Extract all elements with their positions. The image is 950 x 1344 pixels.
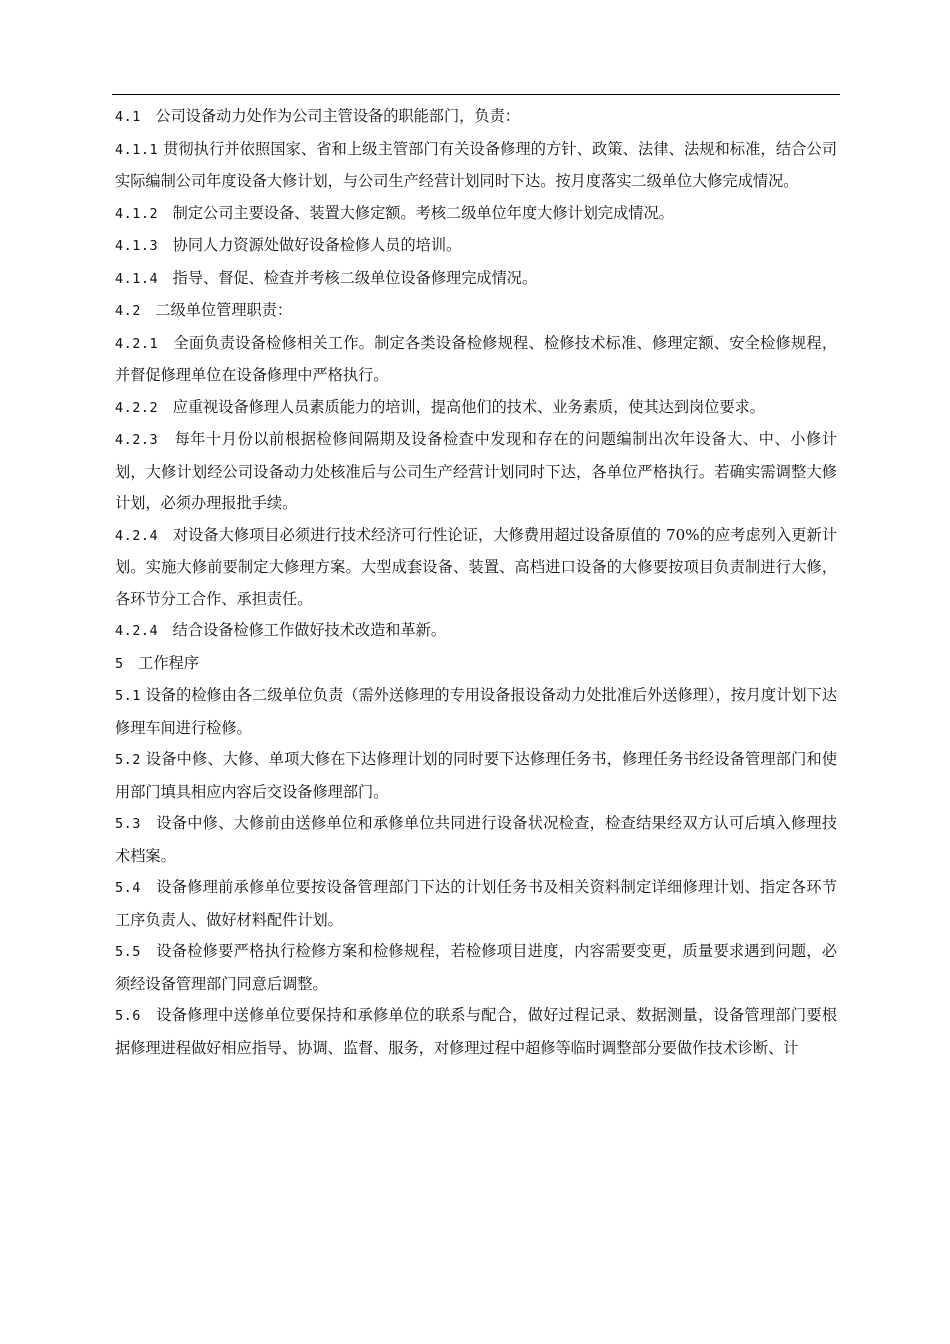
- clause-separator: [141, 107, 155, 125]
- paragraph-4-2-2: [115, 392, 837, 425]
- paragraph-4-2-4a: [115, 520, 837, 616]
- section-number: 5: [115, 655, 124, 672]
- clause-number: 4.2.1: [115, 335, 159, 352]
- paragraph-4-2-3: [115, 424, 837, 520]
- clause-separator: [158, 621, 172, 639]
- paragraph-4-2-1: [115, 328, 837, 392]
- clause-text: 全面负责设备检修相关工作。制定各类设备检修规程、检修技术标准、修理定额、安全检修规程，并督促修理单位在设备修理中严格执行。: [115, 333, 838, 384]
- clause-separator: [141, 814, 156, 832]
- clause-text: 设备的检修由各二级单位负责（需外送修理的专用设备报设备动力处批准后外送修理），按月度计划下达修理车间进行检修。: [115, 686, 838, 737]
- section-heading-5: [115, 648, 837, 681]
- clause-separator: [158, 236, 172, 254]
- clause-number: 5.2: [115, 752, 141, 768]
- clause-number: 5.5: [115, 944, 141, 960]
- paragraph-4-2-4b: [115, 615, 837, 648]
- clause-separator: [141, 878, 156, 896]
- clause-number: 4.2.4: [115, 527, 159, 544]
- clause-separator: [158, 398, 172, 416]
- clause-separator: [124, 654, 138, 672]
- clause-number: 4.2.2: [115, 399, 159, 416]
- clause-text: 协同人力资源处做好设备检修人员的培训。: [172, 236, 462, 254]
- clause-separator: [141, 301, 155, 319]
- clause-number: 4.1.2: [115, 205, 159, 222]
- paragraph-5-2: [115, 744, 837, 808]
- clause-number: 4.1: [115, 109, 141, 125]
- clause-text: 设备修理中送修单位要保持和承修单位的联系与配合，做好过程记录、数据测量，设备管理部门要根据修理进程做好相应指导、协调、监督、服务，对修理过程中超修等临时调整部分要做作技术诊断、计: [115, 1006, 838, 1057]
- clause-separator: [158, 269, 172, 287]
- paragraph-5-6: [115, 1000, 837, 1064]
- clause-text: 设备中修、大修、单项大修在下达修理计划的同时要下达修理任务书，修理任务书经设备管理部门和使用部门填具相应内容后交设备修理部门。: [115, 750, 838, 801]
- clause-number: 5.6: [115, 1008, 141, 1024]
- clause-number: 5.1: [115, 688, 141, 704]
- clause-number: 5.4: [115, 880, 141, 896]
- clause-separator: [141, 1006, 156, 1024]
- clause-text: 每年十月份以前根据检修间隔期及设备检查中发现和存在的问题编制出次年设备大、中、小修计划，大修计划经公司设备动力处核准后与公司生产经营计划同时下达，各单位严格执行。若确实需调整大修计划，必须办理报批手续。: [115, 430, 838, 512]
- clause-number: 4.2.4: [115, 623, 159, 639]
- clause-number: 4.2: [115, 303, 141, 319]
- clause-text: 设备修理前承修单位要按设备管理部门下达的计划任务书及相关资料制定详细修理计划、指定各环节工序负责人、做好材料配件计划。: [115, 878, 838, 929]
- paragraph-4-1-4: [115, 263, 837, 296]
- paragraph-5-1: [115, 680, 837, 744]
- clause-number: 4.2.3: [115, 432, 159, 448]
- clause-number: 4.1.4: [115, 270, 159, 287]
- clause-text: 设备检修要严格执行检修方案和检修规程，若检修项目进度，内容需要变更，质量要求遇到问题，必须经设备管理部门同意后调整。: [115, 942, 838, 993]
- clause-number: 4.1.3: [115, 238, 159, 254]
- paragraph-4-1-3: [115, 230, 837, 263]
- clause-text: 指导、督促、检查并考核二级单位设备修理完成情况。: [172, 268, 538, 287]
- clause-separator: [141, 942, 156, 960]
- clause-number: 4.1.1: [115, 141, 159, 158]
- clause-separator: [158, 430, 174, 448]
- header-rule: [112, 94, 840, 95]
- paragraph-4-2: [115, 295, 837, 328]
- clause-number: 5.3: [115, 816, 141, 832]
- clause-separator: [158, 334, 173, 352]
- paragraph-4-1: [115, 101, 837, 134]
- section-title: 工作程序: [138, 653, 199, 672]
- clause-text: 结合设备检修工作做好技术改造和革新。: [172, 621, 446, 639]
- clause-text: 公司设备动力处作为公司主管设备的职能部门，负责：: [155, 107, 520, 125]
- paragraph-5-4: [115, 872, 837, 936]
- paragraph-4-1-2: [115, 198, 837, 231]
- paragraph-5-5: [115, 936, 837, 1000]
- clause-text: 贯彻执行并依照国家、省和上级主管部门有关设备修理的方针、政策、法律、法规和标准，结合公司实际编制公司年度设备大修计划，与公司生产经营计划同时下达。按月度落实二级单位大修完成情况。: [115, 139, 838, 190]
- clause-text: 设备中修、大修前由送修单位和承修单位共同进行设备状况检查，检查结果经双方认可后填入修理技术档案。: [115, 814, 838, 865]
- clause-separator: [158, 204, 172, 222]
- clause-text: 对设备大修项目必须进行技术经济可行性论证，大修费用超过设备原值的 70%的应考虑列入更新计划。实施大修前要制定大修理方案。大型成套设备、装置、高档进口设备的大修要按项目负责制进行大修，各环节分工合作、承担责任。: [115, 525, 838, 608]
- clause-text: 制定公司主要设备、装置大修定额。考核二级单位年度大修计划完成情况。: [172, 203, 674, 222]
- clause-separator: [158, 526, 173, 544]
- clause-text: 二级单位管理职责：: [155, 301, 293, 319]
- paragraph-4-1-1: [115, 134, 837, 198]
- document-body: [115, 101, 837, 1064]
- paragraph-5-3: [115, 808, 837, 872]
- clause-text: 应重视设备修理人员素质能力的培训，提高他们的技术、业务素质，使其达到岗位要求。: [172, 397, 765, 416]
